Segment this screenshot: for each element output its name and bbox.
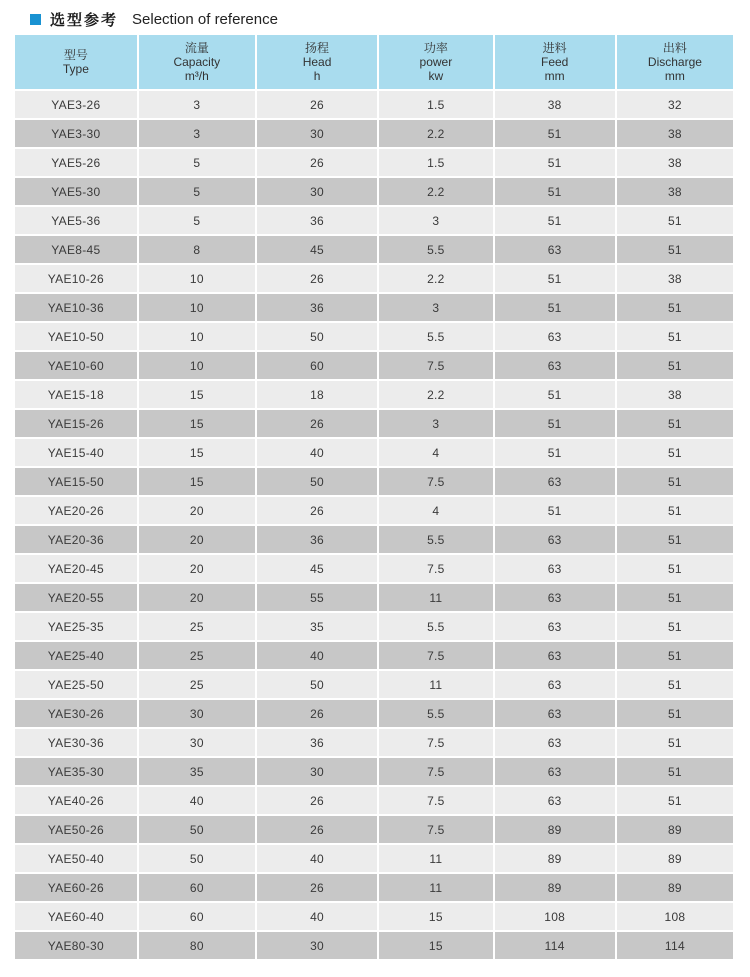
column-header-line: Discharge bbox=[647, 55, 702, 69]
table-cell: YAE60-26 bbox=[15, 874, 137, 901]
table-cell: 51 bbox=[495, 497, 615, 524]
table-cell: 10 bbox=[139, 294, 255, 321]
table-cell: 15 bbox=[379, 903, 492, 930]
table-cell: 26 bbox=[257, 149, 377, 176]
table-row bbox=[15, 265, 733, 292]
column-header-line: Type bbox=[62, 62, 89, 76]
table-cell: 3 bbox=[379, 294, 492, 321]
table-cell: YAE3-26 bbox=[15, 91, 137, 118]
table-cell: 63 bbox=[495, 584, 615, 611]
table-cell: 7.5 bbox=[379, 729, 492, 756]
table-cell: YAE5-30 bbox=[15, 178, 137, 205]
table-cell: 108 bbox=[617, 903, 733, 930]
table-cell: 26 bbox=[257, 91, 377, 118]
table-row bbox=[15, 874, 733, 901]
table-cell: YAE30-36 bbox=[15, 729, 137, 756]
table-cell: 18 bbox=[257, 381, 377, 408]
table-cell: YAE60-40 bbox=[15, 903, 137, 930]
table-cell: 30 bbox=[257, 758, 377, 785]
table-cell: 35 bbox=[139, 758, 255, 785]
table-cell: 3 bbox=[139, 120, 255, 147]
column-header-type bbox=[15, 35, 137, 89]
table-cell: 5.5 bbox=[379, 236, 492, 263]
table-cell: 63 bbox=[495, 323, 615, 350]
table-row bbox=[15, 584, 733, 611]
table-cell: 114 bbox=[495, 932, 615, 959]
column-header-line: 进料 bbox=[542, 41, 567, 55]
table-cell: 2.2 bbox=[379, 178, 492, 205]
table-cell: 51 bbox=[495, 294, 615, 321]
table-cell: 26 bbox=[257, 700, 377, 727]
table-cell: YAE35-30 bbox=[15, 758, 137, 785]
table-row bbox=[15, 323, 733, 350]
column-header-line: 扬程 bbox=[305, 41, 330, 55]
table-cell: YAE25-50 bbox=[15, 671, 137, 698]
table-cell: 10 bbox=[139, 352, 255, 379]
table-cell: 51 bbox=[495, 381, 615, 408]
table-cell: 7.5 bbox=[379, 816, 492, 843]
table-cell: 26 bbox=[257, 816, 377, 843]
section-title-zh: 选型参考 bbox=[50, 12, 119, 29]
table-cell: YAE30-26 bbox=[15, 700, 137, 727]
table-cell: 50 bbox=[139, 845, 255, 872]
table-cell: YAE20-36 bbox=[15, 526, 137, 553]
table-cell: 36 bbox=[257, 729, 377, 756]
column-header-line: mm bbox=[664, 69, 685, 83]
table-row bbox=[15, 671, 733, 698]
table-cell: 51 bbox=[617, 236, 733, 263]
table-cell: YAE10-60 bbox=[15, 352, 137, 379]
table-cell: 3 bbox=[379, 207, 492, 234]
table-cell: 36 bbox=[257, 207, 377, 234]
table-row bbox=[15, 787, 733, 814]
table-row bbox=[15, 642, 733, 669]
table-cell: YAE8-45 bbox=[15, 236, 137, 263]
column-header-line: kw bbox=[428, 69, 444, 83]
table-cell: 1.5 bbox=[379, 91, 492, 118]
table-cell: 2.2 bbox=[379, 265, 492, 292]
table-header bbox=[15, 35, 733, 89]
table-cell: 7.5 bbox=[379, 758, 492, 785]
table-cell: 108 bbox=[495, 903, 615, 930]
table-cell: 4 bbox=[379, 497, 492, 524]
column-header-line: 型号 bbox=[63, 48, 88, 62]
table-row bbox=[15, 526, 733, 553]
table-cell: 63 bbox=[495, 729, 615, 756]
table-cell: 38 bbox=[617, 120, 733, 147]
table-cell: 51 bbox=[495, 265, 615, 292]
table-cell: 25 bbox=[139, 671, 255, 698]
table-row bbox=[15, 845, 733, 872]
table-cell: 114 bbox=[617, 932, 733, 959]
table-cell: 51 bbox=[617, 729, 733, 756]
table-cell: 25 bbox=[139, 613, 255, 640]
table-cell: 51 bbox=[617, 526, 733, 553]
table-cell: 63 bbox=[495, 352, 615, 379]
table-row bbox=[15, 410, 733, 437]
table-cell: 3 bbox=[379, 410, 492, 437]
table-cell: 63 bbox=[495, 758, 615, 785]
column-header-capacity bbox=[139, 35, 255, 89]
table-cell: 25 bbox=[139, 642, 255, 669]
table-cell: 51 bbox=[617, 642, 733, 669]
table-cell: 10 bbox=[139, 323, 255, 350]
table-cell: 32 bbox=[617, 91, 733, 118]
table-cell: 89 bbox=[617, 845, 733, 872]
table-cell: 1.5 bbox=[379, 149, 492, 176]
table-cell: 3 bbox=[139, 91, 255, 118]
table-cell: 8 bbox=[139, 236, 255, 263]
column-header-line: 功率 bbox=[423, 41, 448, 55]
table-cell: 45 bbox=[257, 236, 377, 263]
table-row bbox=[15, 352, 733, 379]
table-cell: 15 bbox=[139, 410, 255, 437]
table-cell: 63 bbox=[495, 526, 615, 553]
table-cell: 51 bbox=[495, 149, 615, 176]
table-cell: 30 bbox=[257, 932, 377, 959]
table-cell: 38 bbox=[617, 265, 733, 292]
table-cell: YAE5-36 bbox=[15, 207, 137, 234]
column-header-discharge bbox=[617, 35, 733, 89]
table-cell: 51 bbox=[495, 410, 615, 437]
table-cell: 60 bbox=[139, 874, 255, 901]
table-cell: 63 bbox=[495, 642, 615, 669]
table-cell: 5.5 bbox=[379, 700, 492, 727]
table-cell: YAE50-40 bbox=[15, 845, 137, 872]
table-row bbox=[15, 468, 733, 495]
table-row bbox=[15, 236, 733, 263]
table-cell: YAE40-26 bbox=[15, 787, 137, 814]
table-cell: 38 bbox=[617, 149, 733, 176]
table-cell: 50 bbox=[257, 671, 377, 698]
table-cell: YAE20-45 bbox=[15, 555, 137, 582]
table-row bbox=[15, 207, 733, 234]
table-cell: 51 bbox=[617, 584, 733, 611]
table-row bbox=[15, 497, 733, 524]
table-cell: 7.5 bbox=[379, 555, 492, 582]
table-cell: 7.5 bbox=[379, 352, 492, 379]
table-cell: 51 bbox=[617, 700, 733, 727]
table-cell: 5 bbox=[139, 178, 255, 205]
table-cell: 63 bbox=[495, 787, 615, 814]
table-cell: 38 bbox=[617, 381, 733, 408]
table-cell: 89 bbox=[495, 816, 615, 843]
table-cell: 36 bbox=[257, 294, 377, 321]
table-cell: YAE15-50 bbox=[15, 468, 137, 495]
table-cell: 63 bbox=[495, 236, 615, 263]
table-cell: YAE10-50 bbox=[15, 323, 137, 350]
table-cell: 5.5 bbox=[379, 613, 492, 640]
table-cell: 36 bbox=[257, 526, 377, 553]
table-cell: 15 bbox=[139, 468, 255, 495]
table-cell: 2.2 bbox=[379, 120, 492, 147]
table-cell: 51 bbox=[617, 323, 733, 350]
section-title-en: Selection of reference bbox=[132, 11, 278, 28]
table-cell: 51 bbox=[617, 294, 733, 321]
table-cell: 30 bbox=[139, 700, 255, 727]
table-cell: 51 bbox=[617, 758, 733, 785]
section-bullet-icon bbox=[30, 14, 41, 25]
table-cell: YAE15-26 bbox=[15, 410, 137, 437]
table-cell: 11 bbox=[379, 845, 492, 872]
table-row bbox=[15, 729, 733, 756]
table-cell: 80 bbox=[139, 932, 255, 959]
table-cell: 45 bbox=[257, 555, 377, 582]
table-row bbox=[15, 700, 733, 727]
table-cell: 51 bbox=[617, 555, 733, 582]
column-header-power bbox=[379, 35, 492, 89]
table-cell: 89 bbox=[495, 874, 615, 901]
table-cell: 89 bbox=[617, 874, 733, 901]
table-cell: 5 bbox=[139, 149, 255, 176]
column-header-line: power bbox=[419, 55, 453, 69]
table-cell: 63 bbox=[495, 671, 615, 698]
table-cell: 5.5 bbox=[379, 323, 492, 350]
table-row bbox=[15, 294, 733, 321]
table-cell: 30 bbox=[257, 120, 377, 147]
column-header-feed bbox=[495, 35, 615, 89]
table-cell: 26 bbox=[257, 874, 377, 901]
column-header-line: h bbox=[313, 69, 321, 83]
table-cell: 20 bbox=[139, 526, 255, 553]
table-cell: YAE80-30 bbox=[15, 932, 137, 959]
table-cell: 51 bbox=[617, 497, 733, 524]
table-cell: 26 bbox=[257, 410, 377, 437]
table-cell: 51 bbox=[617, 207, 733, 234]
selection-reference-table bbox=[13, 33, 735, 961]
table-row bbox=[15, 816, 733, 843]
table-cell: 5 bbox=[139, 207, 255, 234]
table-cell: 7.5 bbox=[379, 468, 492, 495]
table-cell: 2.2 bbox=[379, 381, 492, 408]
table-cell: 7.5 bbox=[379, 787, 492, 814]
table-cell: 30 bbox=[139, 729, 255, 756]
table-cell: 51 bbox=[617, 468, 733, 495]
table-cell: 20 bbox=[139, 497, 255, 524]
table-row bbox=[15, 555, 733, 582]
table-cell: 60 bbox=[139, 903, 255, 930]
table-cell: 51 bbox=[617, 671, 733, 698]
table-cell: 63 bbox=[495, 613, 615, 640]
table-cell: 50 bbox=[139, 816, 255, 843]
table-cell: 11 bbox=[379, 874, 492, 901]
table-cell: 15 bbox=[139, 439, 255, 466]
table-cell: 51 bbox=[617, 439, 733, 466]
table-cell: 11 bbox=[379, 584, 492, 611]
column-header-head bbox=[257, 35, 377, 89]
table-cell: YAE25-40 bbox=[15, 642, 137, 669]
table-cell: 63 bbox=[495, 468, 615, 495]
table-cell: 38 bbox=[617, 178, 733, 205]
table-cell: YAE3-30 bbox=[15, 120, 137, 147]
table-row bbox=[15, 439, 733, 466]
table-cell: 15 bbox=[139, 381, 255, 408]
table-row bbox=[15, 758, 733, 785]
table-cell: 51 bbox=[495, 120, 615, 147]
table-cell: 38 bbox=[495, 91, 615, 118]
table-row bbox=[15, 178, 733, 205]
table-cell: 50 bbox=[257, 468, 377, 495]
table-cell: 26 bbox=[257, 265, 377, 292]
table-cell: 60 bbox=[257, 352, 377, 379]
table-cell: YAE15-40 bbox=[15, 439, 137, 466]
table-cell: 40 bbox=[139, 787, 255, 814]
table-cell: 63 bbox=[495, 700, 615, 727]
table-row bbox=[15, 91, 733, 118]
table-cell: 4 bbox=[379, 439, 492, 466]
table-cell: 26 bbox=[257, 787, 377, 814]
table-cell: 40 bbox=[257, 642, 377, 669]
table-cell: YAE20-55 bbox=[15, 584, 137, 611]
table-cell: 40 bbox=[257, 439, 377, 466]
column-header-line: Feed bbox=[541, 55, 569, 69]
table-cell: 20 bbox=[139, 555, 255, 582]
column-header-line: Head bbox=[302, 55, 332, 69]
table-cell: YAE10-26 bbox=[15, 265, 137, 292]
table-cell: 89 bbox=[495, 845, 615, 872]
table-cell: 10 bbox=[139, 265, 255, 292]
table-row bbox=[15, 613, 733, 640]
table-cell: 5.5 bbox=[379, 526, 492, 553]
table-cell: 7.5 bbox=[379, 642, 492, 669]
table-cell: 26 bbox=[257, 497, 377, 524]
table-row bbox=[15, 932, 733, 959]
table-cell: 35 bbox=[257, 613, 377, 640]
table-row bbox=[15, 381, 733, 408]
section-title bbox=[0, 0, 750, 30]
table-cell: YAE50-26 bbox=[15, 816, 137, 843]
column-header-line: Capacity bbox=[173, 55, 221, 69]
table-cell: 51 bbox=[617, 613, 733, 640]
table-cell: 51 bbox=[617, 787, 733, 814]
table-cell: 15 bbox=[379, 932, 492, 959]
table-row bbox=[15, 120, 733, 147]
table-cell: 89 bbox=[617, 816, 733, 843]
table-cell: YAE5-26 bbox=[15, 149, 137, 176]
column-header-line: 流量 bbox=[184, 41, 209, 55]
column-header-line: m³/h bbox=[184, 69, 209, 83]
table-cell: YAE15-18 bbox=[15, 381, 137, 408]
table-cell: 11 bbox=[379, 671, 492, 698]
table-cell: 50 bbox=[257, 323, 377, 350]
column-header-line: 出料 bbox=[662, 41, 687, 55]
table-header-row bbox=[15, 35, 733, 89]
table-row bbox=[15, 149, 733, 176]
table-row bbox=[15, 903, 733, 930]
table-cell: YAE25-35 bbox=[15, 613, 137, 640]
table-cell: 20 bbox=[139, 584, 255, 611]
table-cell: 40 bbox=[257, 845, 377, 872]
table-cell: 30 bbox=[257, 178, 377, 205]
column-header-line: mm bbox=[544, 69, 565, 83]
table-cell: 40 bbox=[257, 903, 377, 930]
table-cell: 51 bbox=[617, 410, 733, 437]
table-cell: 55 bbox=[257, 584, 377, 611]
table-body bbox=[15, 91, 733, 959]
table-cell: 51 bbox=[495, 207, 615, 234]
table-cell: YAE20-26 bbox=[15, 497, 137, 524]
table-cell: 51 bbox=[495, 178, 615, 205]
table-cell: YAE10-36 bbox=[15, 294, 137, 321]
table-cell: 63 bbox=[495, 555, 615, 582]
table-cell: 51 bbox=[617, 352, 733, 379]
table-cell: 51 bbox=[495, 439, 615, 466]
